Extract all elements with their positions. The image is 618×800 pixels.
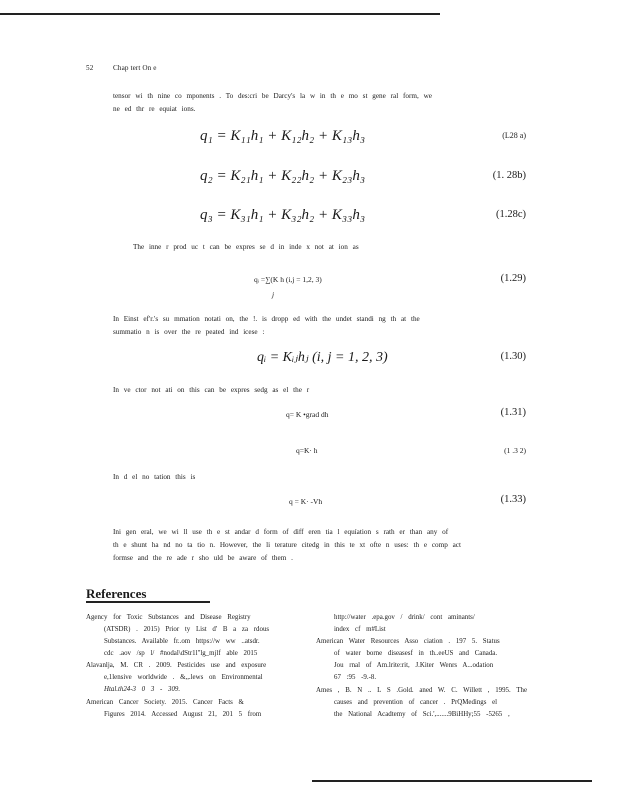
reference-epa-1: http://water .epa.gov / drink/ cont aminants/ [334,614,475,621]
equation-1-28a-label: (L28 a) [502,131,526,140]
closing-line-1: Ini gen eral, we wi ll use th e st andar d form of diff eren tia l equíation s rath er than any of [113,528,449,536]
reference-alavanja-3: Htal.th24-3 0 3 - 309. [104,686,181,693]
top-rule [0,13,440,15]
references-heading: References [86,586,147,601]
einstein-line-2: summatio n is over the re peated ind icese : [113,328,265,336]
running-head: Chap tert On e [113,64,157,72]
reference-acs-1: American Cancer Society. 2015. Cancer Facts & [86,699,244,706]
equation-1-32-label: (1 .3 2) [504,446,526,455]
reference-ames-3: the National Acadtemy of Sci.',.......9BiHHy;55 -5265 , [334,711,510,718]
reference-awra-1: American Water Resources Asso ciation . 197 5. Status [316,638,500,645]
page-number: 52 [86,64,94,72]
intro-line-1: tensor wi th nine co mponents . To des:cri be Darcy's la w in th e mo st gene ral form, we [113,92,432,100]
equation-1-33-label: (1.33) [500,494,526,505]
reference-awra-4: 67 :95 -9.-8. [334,674,377,681]
equation-1-32: q=K· h [296,446,318,455]
bottom-rule [312,780,592,782]
reference-ames-2: causes and prevention of cancer . PrQMedings el [334,699,498,706]
closing-line-2: th e shunt ha nd no ta tio n. However, the li terature citedg in this te xt ofte n uses: th e comp act [113,541,461,549]
reference-alavanja-2: e,1lensive worldwide . &,,.lews on Environmental [104,674,263,681]
reference-alavanja-1: Alavanlja, M. CR . 2009. Pesticides use and exposure [86,662,267,669]
reference-atsdr-4: cdc .aov /sp l/ #nodal\dStr1l"lg_mjlf able 2015 [104,650,258,657]
reference-ames-1: Ames , B. N .. L S .Gold. aned W. C. Willett , 1995. The [316,687,528,694]
reference-acs-2: Figures 2014. Accessed August 21, 201 5 from [104,711,262,718]
equation-1-28b-label: (1. 28b) [492,170,526,181]
reference-atsdr-3: Substances. Available fr..om https://w ww ..atsdr. [104,638,260,645]
vector-notation-text: In ve ctor not ati on this can be expres sedg as el the r [113,386,310,394]
equation-1-29: qᵢ =∑(K h (i,j = 1,2, 3) [254,275,322,284]
equation-1-33: q = K· -Vh [289,497,323,506]
equation-1-31: q= K •grad dh [286,410,329,419]
reference-awra-3: Jou rnal of Am.lrite:rit, J.Kiter Wenrs A...odation [334,662,494,669]
equation-1-28c: q₃ = K₃₁h₁ + K₃₂h₂ + K₃₃h₃ [200,207,366,223]
del-notation-text: In d el no tation this is [113,473,196,481]
reference-awra-2: of water borne diseasesf in th..eeUS and Canada. [334,650,498,657]
einstein-line-1: In Einst ef'r.'s su mmation notati on, the !. is dropp ed with the undet standi ng th at the [113,315,420,323]
equation-1-28b: q₂ = K₂₁h₁ + K₂₂h₂ + K₂₃h₃ [200,168,366,184]
reference-atsdr-1: Agency for Toxic Substances and Disease Registry [86,614,251,621]
equation-1-28a: q₁ = K₁₁h₁ + K₁₂h₂ + K₁₃h₃ [200,128,366,144]
equation-1-31-label: (1.31) [500,407,526,418]
equation-1-30-label: (1.30) [500,351,526,362]
equation-1-28c-label: (1.28c) [495,209,526,220]
reference-epa-2: index cf m#List [334,626,386,633]
closing-line-3: formse and the re ade r sho uld be aware of them . [113,554,293,562]
equation-1-29-label: (1.29) [500,273,526,284]
reference-atsdr-2: (ATSDR) . 2015) Prior ty List d' B a za rdous [104,626,270,633]
equation-1-29-subscript: j [272,290,275,299]
references-underline [86,601,210,603]
intro-line-2: ne ed thr re equiat ions. [113,105,196,113]
equation-1-30: qᵢ = Kᵢⱼhⱼ (i, j = 1, 2, 3) [257,350,388,365]
inner-product-text: The inne r prod uc t can be expres se d in inde x not at ion as [133,243,359,251]
